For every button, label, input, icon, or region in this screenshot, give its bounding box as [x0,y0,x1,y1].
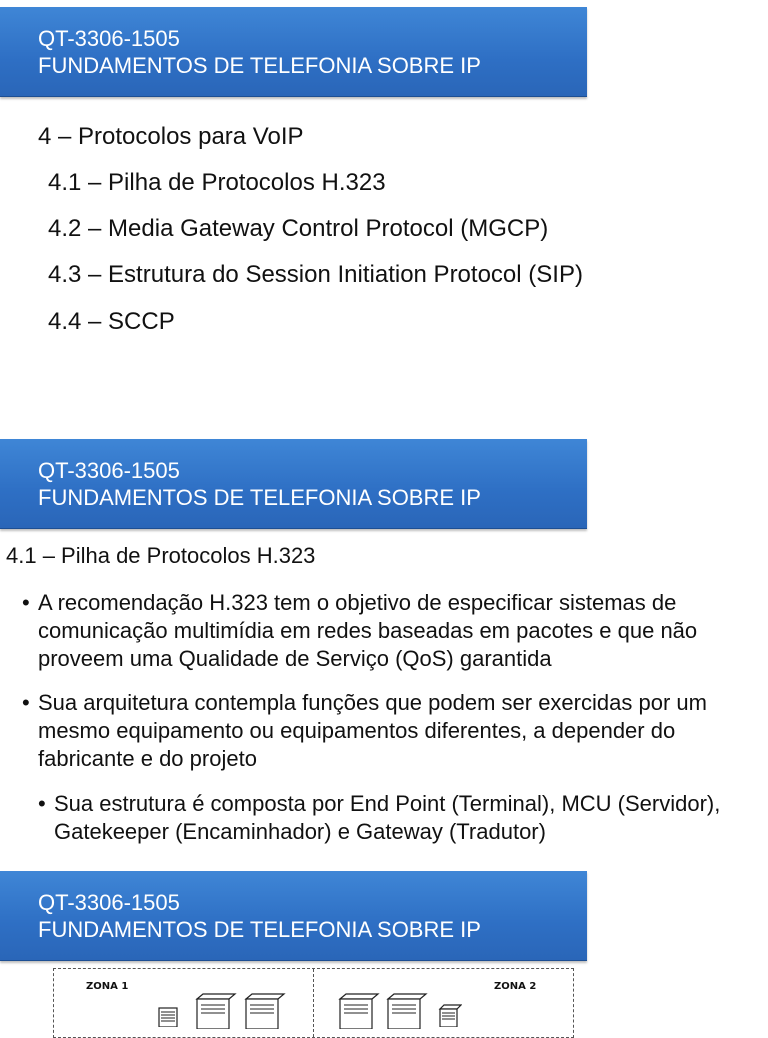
toc-item: 4.4 – SCCP [48,308,175,335]
zone-2-label: ZONA 2 [494,981,537,992]
bullet-item [22,689,742,773]
toc-item: 4.1 – Pilha de Protocolos H.323 [48,169,386,196]
phone-icon [438,1003,462,1027]
phone-icon [158,1003,178,1027]
bullet-dot: • [38,791,46,816]
sub-bullet-item [38,790,758,846]
slide-header-3 [0,871,587,961]
bullet-item [22,589,742,673]
course-title: FUNDAMENTOS DE TELEFONIA SOBRE IP [38,53,481,78]
course-title: FUNDAMENTOS DE TELEFONIA SOBRE IP [38,917,481,942]
bullet-dot: • [22,590,30,615]
h323-zones-diagram [53,968,574,1038]
slide-header-1 [0,7,587,97]
slide-header-2 [0,439,587,529]
toc-heading: 4 – Protocolos para VoIP [38,123,304,150]
course-title: FUNDAMENTOS DE TELEFONIA SOBRE IP [38,485,481,510]
section-heading: 4.1 – Pilha de Protocolos H.323 [6,543,316,568]
zone-divider [313,969,314,1037]
toc-item: 4.3 – Estrutura do Session Initiation Protocol (SIP) [48,261,583,288]
bullet-text: A recomendação H.323 tem o objetivo de especificar sistemas de comunicação multimídia em redes baseadas em pacotes e que não proveem uma Qualidade de Serviço (QoS) garantida [38,590,698,671]
course-code: QT-3306-1505 [38,890,180,915]
toc-item: 4.2 – Media Gateway Control Protocol (MGCP) [48,215,549,242]
course-code: QT-3306-1505 [38,458,180,483]
bullet-text: Sua estrutura é composta por End Point (Terminal), MCU (Servidor), Gatekeeper (Encaminhador) e Gateway (Tradutor) [54,791,721,844]
zone-1-label: ZONA 1 [86,981,129,992]
bullet-text: Sua arquitetura contempla funções que podem ser exercidas por um mesmo equipamento ou equipamentos diferentes, a depender do fabricante e do projeto [38,690,707,771]
course-code: QT-3306-1505 [38,26,180,51]
bullet-dot: • [22,690,30,715]
